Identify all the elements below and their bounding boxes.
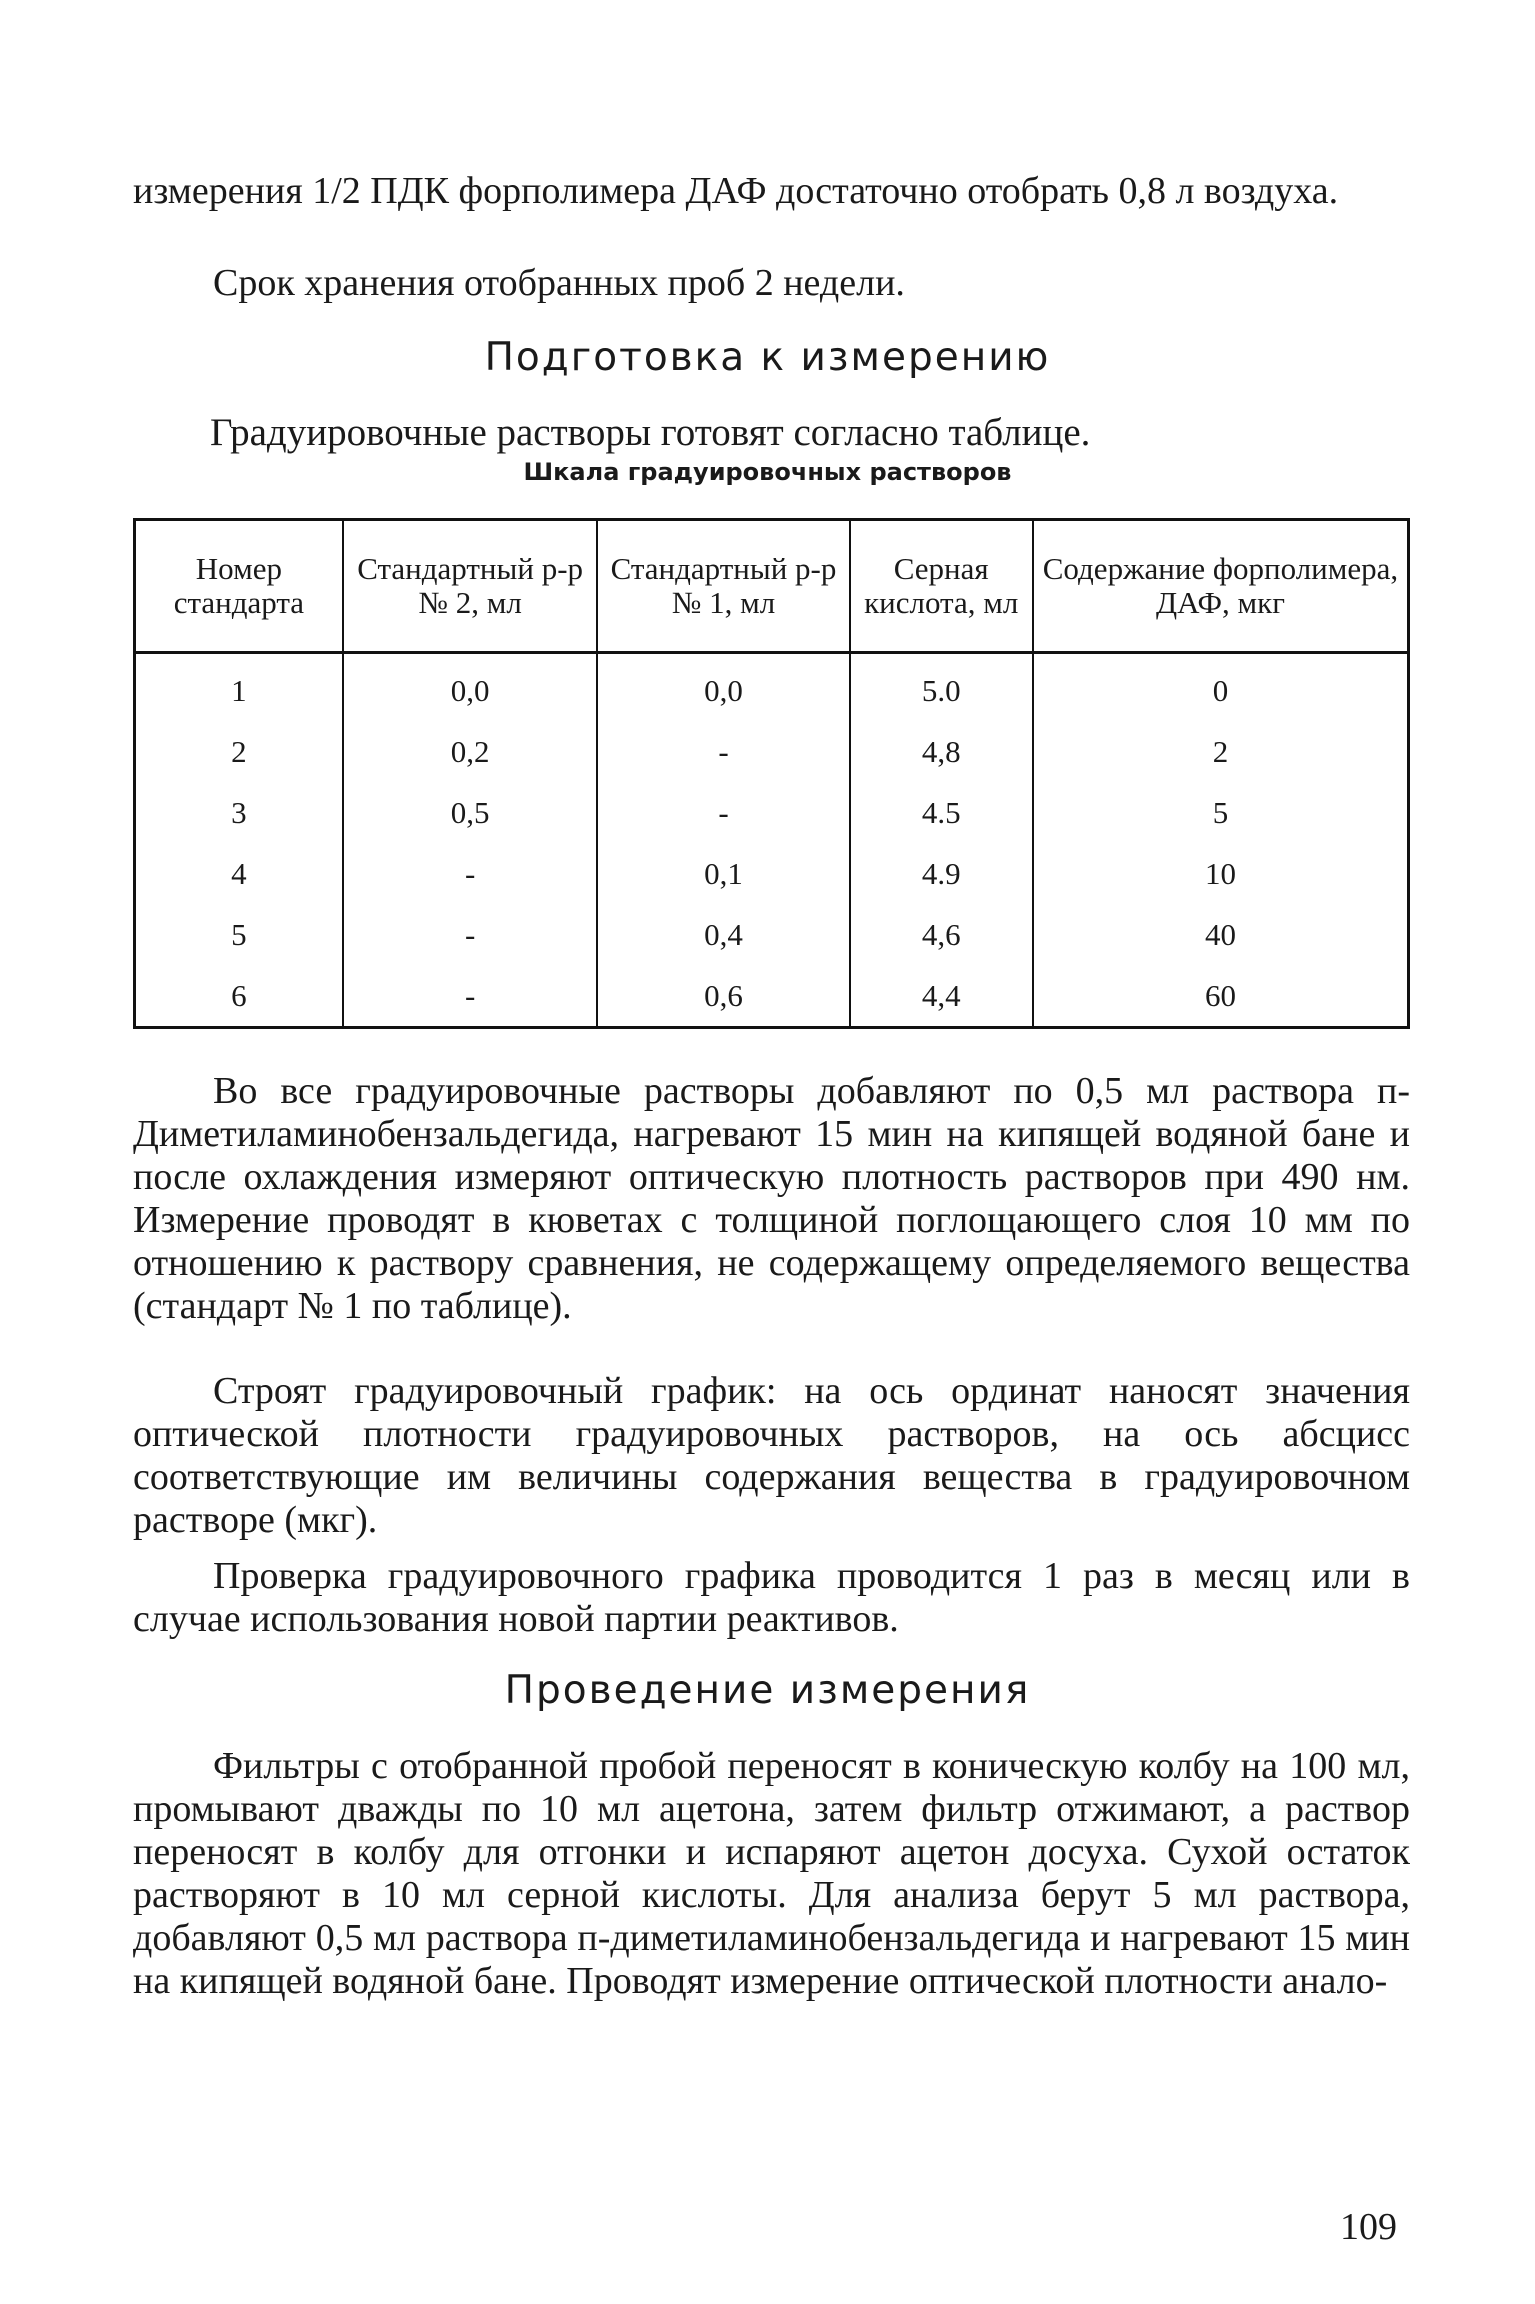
table-cell: 2	[135, 721, 343, 782]
paragraph-reagent-addition: Во все градуировочные растворы добавляют по 0,5 мл раствора п-Диметиламинобензальдегида, нагревают 15 мин на кипящей водяной бане и после охлаждения измеряют оптическую плотность растворов при 490 нм. Измерение проводят в кюветах с толщиной поглощающего слоя 10 мм по отношению к раствору сравнения, не содержащему определяемого вещества (стандарт № 1 по таблице).	[133, 1070, 1410, 1327]
table-row	[135, 904, 1409, 965]
section-heading-preparation: Подготовка к измерению	[484, 335, 1051, 380]
header-standard-solution-2: Стандартный р-р № 2, мл	[343, 520, 598, 653]
table-cell: 40	[1033, 904, 1409, 965]
table-cell: 2	[1033, 721, 1409, 782]
paragraph-graph-check: Проверка градуировочного графика проводится 1 раз в месяц или в случае использования новой партии реактивов.	[133, 1555, 1410, 1640]
table-cell: 0,0	[597, 653, 849, 722]
table-cell: 4,6	[850, 904, 1033, 965]
table-cell: 0,6	[597, 965, 849, 1028]
table-cell: 4,4	[850, 965, 1033, 1028]
table-cell: 1	[135, 653, 343, 722]
table-row	[135, 843, 1409, 904]
table-cell: 5	[135, 904, 343, 965]
header-sulfuric-acid: Серная кислота, мл	[850, 520, 1033, 653]
table-cell: 4.5	[850, 782, 1033, 843]
section-heading-measurement: Проведение измерения	[504, 1668, 1031, 1713]
page-number: 109	[1340, 2206, 1397, 2248]
header-standard-solution-1: Стандартный р-р № 1, мл	[597, 520, 849, 653]
header-standard-number: Номер стандарта	[135, 520, 343, 653]
table-header-row	[135, 520, 1409, 653]
header-prepolymer-content: Содержание форполимера, ДАФ, мкг	[1033, 520, 1409, 653]
table-cell: -	[597, 782, 849, 843]
paragraph-storage: Срок хранения отобранных проб 2 недели.	[213, 262, 905, 304]
table-cell: 0	[1033, 653, 1409, 722]
table-cell: 0,1	[597, 843, 849, 904]
calibration-table	[133, 518, 1410, 1029]
table-cell: 3	[135, 782, 343, 843]
table-row	[135, 965, 1409, 1028]
table-cell: 0,2	[343, 721, 598, 782]
table-cell: 4.9	[850, 843, 1033, 904]
table-cell: 6	[135, 965, 343, 1028]
table-cell: -	[343, 904, 598, 965]
table-caption: Шкала градуировочных растворов	[523, 458, 1012, 486]
table-cell: 10	[1033, 843, 1409, 904]
table-cell: 0,4	[597, 904, 849, 965]
table-cell: -	[343, 965, 598, 1028]
table-cell: 4,8	[850, 721, 1033, 782]
table-cell: -	[343, 843, 598, 904]
table-intro-text: Градуировочные растворы готовят согласно таблице.	[210, 411, 1091, 454]
table-cell: 0,5	[343, 782, 598, 843]
table-cell: -	[597, 721, 849, 782]
table-row	[135, 653, 1409, 722]
paragraph-continuation: измерения 1/2 ПДК форполимера ДАФ достаточно отобрать 0,8 л воздуха.	[133, 170, 1339, 212]
table-cell: 60	[1033, 965, 1409, 1028]
table-cell: 0,0	[343, 653, 598, 722]
table-cell: 5.0	[850, 653, 1033, 722]
table-row	[135, 782, 1409, 843]
paragraph-calibration-graph: Строят градуировочный график: на ось ординат наносят значения оптической плотности градуировочных растворов, на ось абсцисс соответствующие им величины содержания вещества в градуировочном растворе (мкг).	[133, 1370, 1410, 1541]
table-cell: 5	[1033, 782, 1409, 843]
paragraph-measurement-procedure: Фильтры с отобранной пробой переносят в коническую колбу на 100 мл, промывают дважды по 10 мл ацетона, затем фильтр отжимают, а раствор переносят в колбу для отгонки и испаряют ацетон досуха. Сухой остаток растворяют в 10 мл серной кислоты. Для анализа берут 5 мл раствора, добавляют 0,5 мл раствора п-диметиламинобензальдегида и нагревают 15 мин на кипящей водяной бане. Проводят измерение оптической плотности анало-	[133, 1745, 1410, 2002]
table-row	[135, 721, 1409, 782]
table-cell: 4	[135, 843, 343, 904]
